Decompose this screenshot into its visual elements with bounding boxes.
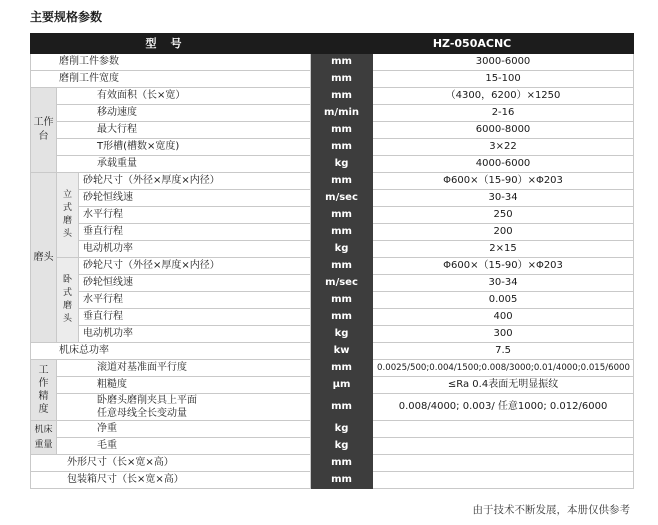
row-item: 垂直行程 xyxy=(79,309,311,326)
table-row xyxy=(31,258,634,275)
group-label-text: 机床重量 xyxy=(34,424,53,450)
row-item: 砂轮尺寸（外径×厚度×内径） xyxy=(79,258,311,275)
row-unit: mm xyxy=(311,360,373,377)
row-value: 200 xyxy=(373,224,634,241)
row-value: 4000-6000 xyxy=(373,156,634,173)
spec-table xyxy=(30,33,634,489)
table-row xyxy=(31,190,634,207)
row-value: 2×15 xyxy=(373,241,634,258)
table-row xyxy=(31,105,634,122)
row-item: 磨削工件参数 xyxy=(31,54,311,71)
table-row xyxy=(31,241,634,258)
row-unit: kg xyxy=(311,326,373,343)
row-unit: kg xyxy=(311,156,373,173)
group-label-horizontal-head xyxy=(57,258,79,343)
group-label-text: 工作台 xyxy=(33,117,54,142)
row-unit: mm xyxy=(311,173,373,190)
table-row xyxy=(31,156,634,173)
row-unit: mm xyxy=(311,455,373,472)
row-unit: mm xyxy=(311,258,373,275)
row-value: 30-34 xyxy=(373,275,634,292)
row-value: 400 xyxy=(373,309,634,326)
table-row xyxy=(31,71,634,88)
table-row xyxy=(31,122,634,139)
table-header-row xyxy=(31,34,634,54)
row-value xyxy=(373,455,634,472)
row-item: 砂轮尺寸（外径×厚度×内径） xyxy=(79,173,311,190)
row-value: 2-16 xyxy=(373,105,634,122)
row-value xyxy=(373,438,634,455)
row-value: 250 xyxy=(373,207,634,224)
row-item xyxy=(57,394,311,421)
table-row xyxy=(31,394,634,421)
row-unit: mm xyxy=(311,394,373,421)
table-row xyxy=(31,173,634,190)
row-item: 毛重 xyxy=(57,438,311,455)
row-item: 外形尺寸（长×宽×高） xyxy=(31,455,311,472)
row-value: 15-100 xyxy=(373,71,634,88)
row-item: 水平行程 xyxy=(79,207,311,224)
row-item: 承载重量 xyxy=(57,156,311,173)
table-row xyxy=(31,54,634,71)
row-value: 0.0025/500;0.004/1500;0.008/3000;0.01/4000;0.015/6000 xyxy=(373,360,634,377)
row-unit: m/min xyxy=(311,105,373,122)
page-title: 主要规格参数 xyxy=(30,10,103,24)
row-unit: mm xyxy=(311,292,373,309)
table-row xyxy=(31,455,634,472)
row-value: 6000-8000 xyxy=(373,122,634,139)
table-row xyxy=(31,292,634,309)
table-row xyxy=(31,207,634,224)
row-value: 7.5 xyxy=(373,343,634,360)
group-label-vertical-head xyxy=(57,173,79,258)
table-row xyxy=(31,139,634,156)
row-unit: kg xyxy=(311,421,373,438)
footer-note: 由于技术不断发展，本册仅供参考 xyxy=(472,504,630,516)
row-item: 最大行程 xyxy=(57,122,311,139)
table-row xyxy=(31,360,634,377)
row-item: 移动速度 xyxy=(57,105,311,122)
row-unit: m/sec xyxy=(311,190,373,207)
row-unit: kg xyxy=(311,438,373,455)
table-row xyxy=(31,343,634,360)
table-row xyxy=(31,377,634,394)
group-label-grinding-head xyxy=(31,173,57,343)
row-value: （4300，6200）×1250 xyxy=(373,88,634,105)
row-unit: kg xyxy=(311,241,373,258)
row-value: Φ600×（15-90）×Φ203 xyxy=(373,173,634,190)
row-unit: mm xyxy=(311,472,373,489)
row-item: 水平行程 xyxy=(79,292,311,309)
row-unit: kw xyxy=(311,343,373,360)
row-item: 磨削工件宽度 xyxy=(31,71,311,88)
table-row xyxy=(31,309,634,326)
group-label-text: 立式磨头 xyxy=(62,190,72,239)
row-item: 粗糙度 xyxy=(57,377,311,394)
row-unit: mm xyxy=(311,309,373,326)
row-unit: μm xyxy=(311,377,373,394)
row-value: 0.005 xyxy=(373,292,634,309)
row-value: 3×22 xyxy=(373,139,634,156)
row-value: 30-34 xyxy=(373,190,634,207)
row-value: 300 xyxy=(373,326,634,343)
row-item-line2: 任意母线全长变动量 xyxy=(97,408,187,419)
row-unit: m/sec xyxy=(311,275,373,292)
row-item: 有效面积（长×宽） xyxy=(57,88,311,105)
header-model-value: HZ-050ACNC xyxy=(311,34,634,54)
row-item: 包装箱尺寸（长×宽×高） xyxy=(31,472,311,489)
row-unit: mm xyxy=(311,122,373,139)
row-unit: mm xyxy=(311,224,373,241)
row-value xyxy=(373,421,634,438)
table-row xyxy=(31,88,634,105)
table-row xyxy=(31,224,634,241)
row-value: 0.008/4000; 0.003/ 任意1000; 0.012/6000 xyxy=(373,394,634,421)
row-value: 3000-6000 xyxy=(373,54,634,71)
group-label-weight xyxy=(31,421,57,455)
group-label-text: 工作精度 xyxy=(38,365,49,415)
row-unit: mm xyxy=(311,207,373,224)
row-unit: mm xyxy=(311,71,373,88)
table-row xyxy=(31,438,634,455)
table-row xyxy=(31,472,634,489)
group-label-worktable xyxy=(31,88,57,173)
table-row xyxy=(31,275,634,292)
row-value: Φ600×（15-90）×Φ203 xyxy=(373,258,634,275)
row-unit: mm xyxy=(311,139,373,156)
row-value xyxy=(373,472,634,489)
row-unit: mm xyxy=(311,54,373,71)
header-model-label: 型号 xyxy=(31,34,311,54)
row-item: T形槽(槽数×宽度) xyxy=(57,139,311,156)
row-item: 砂轮恒线速 xyxy=(79,190,311,207)
row-item: 机床总功率 xyxy=(31,343,311,360)
table-row xyxy=(31,326,634,343)
row-item: 电动机功率 xyxy=(79,241,311,258)
row-item: 电动机功率 xyxy=(79,326,311,343)
row-value: ≤Ra 0.4表面无明显振纹 xyxy=(373,377,634,394)
group-label-text: 卧式磨头 xyxy=(62,275,72,324)
row-item: 滚道对基准面平行度 xyxy=(57,360,311,377)
group-label-precision xyxy=(31,360,57,421)
table-row xyxy=(31,421,634,438)
row-unit: mm xyxy=(311,88,373,105)
group-label-text: 磨头 xyxy=(33,251,54,263)
row-item-line1: 卧磨头磨削夹具上平面 xyxy=(97,395,197,406)
row-item: 净重 xyxy=(57,421,311,438)
row-item: 砂轮恒线速 xyxy=(79,275,311,292)
row-item: 垂直行程 xyxy=(79,224,311,241)
